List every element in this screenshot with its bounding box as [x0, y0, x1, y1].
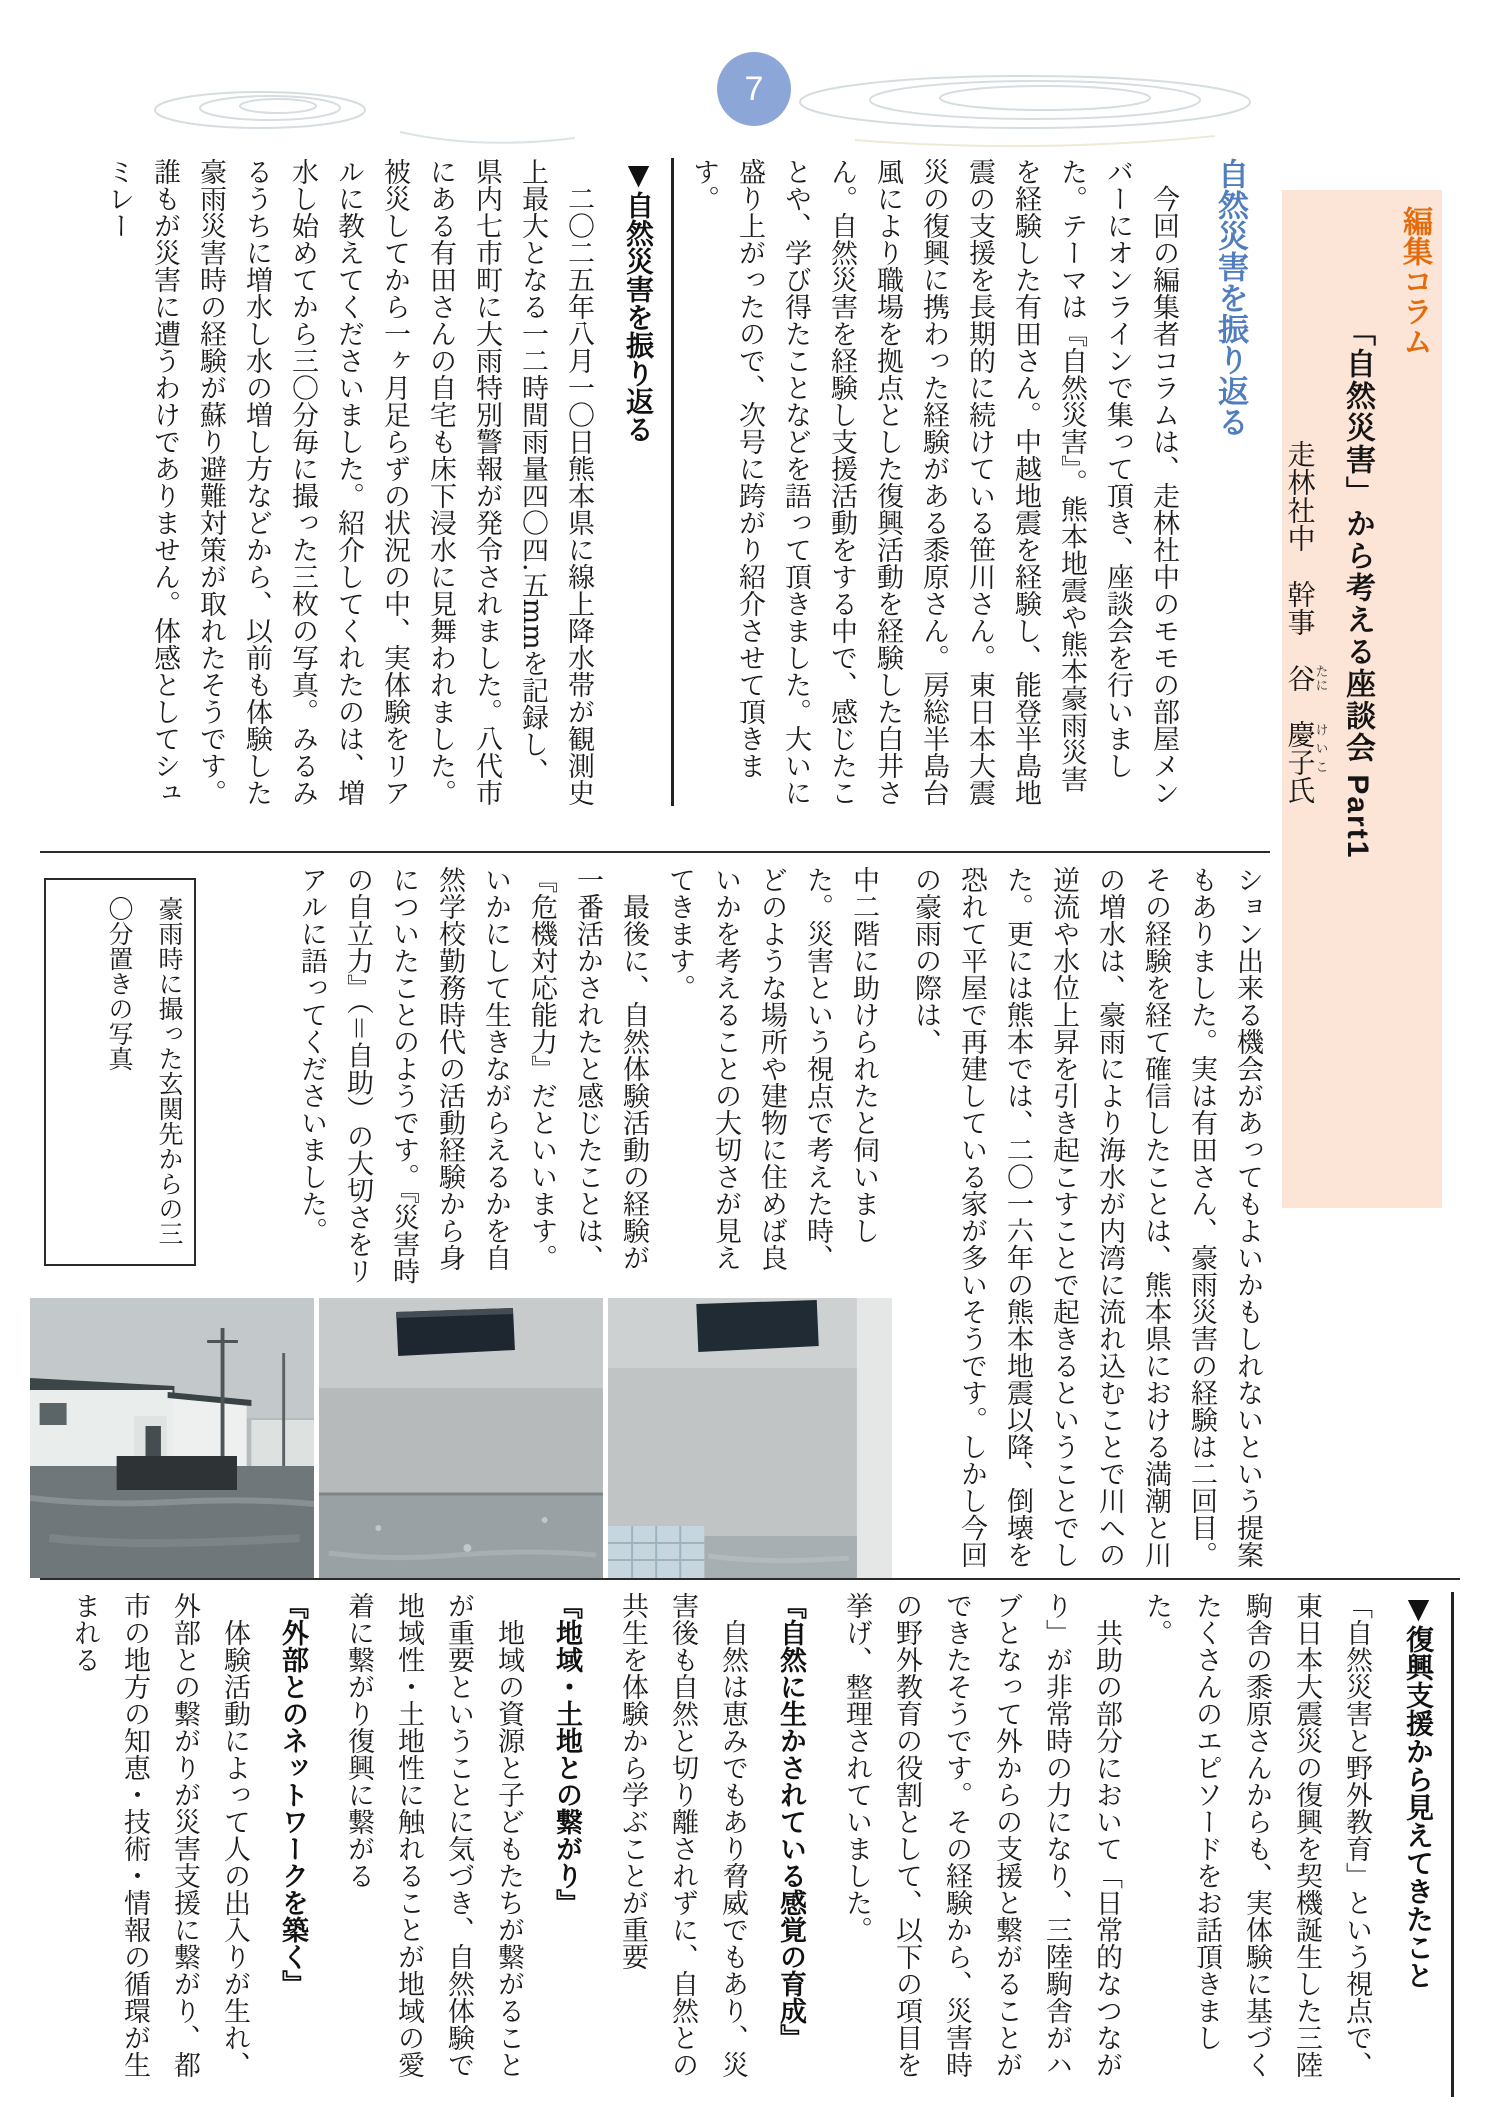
recovery-subbody-3: 体験活動によって人の出入りが生れ、外部との繋がりが災害支援に繋がり、都市の地方の知恵・技術・情報の循環が生まれる [69, 1592, 250, 2078]
photo-flood-wall-1 [319, 1298, 603, 1578]
page-number-badge [717, 52, 791, 126]
flashback-heading: ▼自然災害を振り返る [613, 158, 674, 806]
page-number: 7 [744, 69, 764, 108]
photo-flood-street [30, 1298, 314, 1578]
photo-flood-wall-2 [608, 1298, 892, 1578]
flashback-paragraph-4: 最後に、自然体験活動の経験が一番活かされたと感じたことは、『危機対応能力』だといいます。いかにして生きながらえるかを自然学校勤務時代の活動経験から身についたことのようです。『災害時の自立力』（＝自助）の大切さをリアルに語ってくださいました。 [296, 866, 649, 1285]
flashback-left-block [30, 866, 892, 1578]
recovery-paragraph-1: 「自然災害と野外教育」という視点で、東日本大震災の復興を契機誕生した三陸駒舎の黍原さんからも、実体験に基づくたくさんのエピソードをお話頂きました。 [1141, 1592, 1372, 2078]
section-divider [40, 1578, 1460, 1580]
recovery-subheading-2: 『地域・土地との繋がり』 [551, 1592, 582, 1916]
flashback-continued-section [30, 866, 1270, 1578]
flashback-column-block [892, 866, 1270, 1578]
intro-paragraph: 今回の編集者コラムは、走林社中のモモの部屋メンバーにオンラインで集って頂き、座談会を行いました。テーマは『自然災害』。熊本地震や熊本豪雨災害を経験した有田さん。中越地震を経験し、能登半島地震の支援を長期的に続けている笹川さん。東日本大震災の復興に携わった経験がある黍原さん。房総半島台風により職場を拠点とした復興活動を経験した白井さん。自然災害を経験し支援活動をする中で、感じたことや、学び得たことなどを語って頂きました。大いに盛り上がったので、次号に跨がり紹介させて頂きます。 [688, 158, 1179, 806]
author-name: 走林社中 幹事 谷たに 慶子けいこ氏 [1284, 440, 1329, 804]
editor-column-label: 編集コラム [1398, 206, 1431, 356]
recovery-subheading-1: 『自然に生かされている感覚の育成』 [775, 1592, 806, 2051]
flashback-paragraph-1: 二〇二五年八月一〇日熊本県に線上降水帯が観測史上最大となる一二時間雨量四〇四.五mmを記録し、県内七市町に大雨特別警報が発令されました。八代市にある有田さんの自宅も床下浸水に見舞われました。被災してから一ヶ月足らずの状況の中、実体験をリアルに教えてくださいました。紹介してくれたのは、増水し始めてから三〇分毎に撮った三枚の写真。みるみるうちに増水し水の増し方などから、以前も体験した豪雨災害時の経験が蘇り避難対策が取れたそうです。誰もが災害に遭うわけでありません。体感としてシュミレー [103, 158, 594, 806]
flashback-paragraph-2: ション出来る機会があってもよいかもしれないという提案もありました。実は有田さん、豪雨災害の経験は二回目。その経験を経て確信したことは、熊本県における満潮と川の増水は、豪雨により海水が内湾に流れ込むことで川への逆流や水位上昇を引き起こすことで起きるということでした。更には熊本では、二〇一六年の熊本地震以降、倒壊を恐れて平屋で再建している家が多いそうです。しかし今回の豪雨の際は、 [910, 866, 1263, 1568]
flashback-paragraph-3: 中二階に助けられたと伺いました。災害という視点で考えた時、どのような場所や建物に住めば良いかを考えることの大切さが見えてきます。 [664, 866, 879, 1271]
recovery-subheading-3: 『外部とのネットワークを築く』 [277, 1592, 308, 1997]
recovery-heading: ▼復興支援から見えてきたこと [1393, 1592, 1454, 2097]
intro-heading: 自然災害を振り返る [1213, 158, 1248, 437]
water-ripple-icon [795, 52, 1260, 152]
section-divider [40, 851, 1270, 853]
recovery-paragraph-2: 共助の部分において「日常的なつながり」が非常時の力になり、三陸駒舎がハブとなって外からの支援と繋がることができたそうです。その経験から、災害時の野外教育の役割として、以下の項目を挙げ、整理されていました。 [841, 1592, 1122, 2078]
editor-column-box [1282, 190, 1442, 1208]
recovery-section [42, 1592, 1460, 2097]
article-title: 「自然災害」から考える座談会 Part1 [1341, 316, 1374, 860]
recovery-subbody-2: 地域の資源と子どもたちが繋がることが重要ということに気づき、自然体験で地域性・土地性に触れることが地域の愛着に繋がり復興に繋がる [343, 1592, 524, 2078]
photo-strip [30, 1298, 892, 1578]
recovery-subbody-1: 自然は恵みでもあり脅威でもあり、災害後も自然と切り離されずに、自然との共生を体験から学ぶことが重要 [617, 1592, 748, 2078]
water-ripple-icon [150, 62, 580, 157]
photo-caption: 豪雨時に撮った玄関先からの三〇分置きの写真 [105, 896, 184, 1246]
photo-caption-box [44, 878, 196, 1266]
intro-section [55, 158, 1270, 806]
flashback-short-columns [216, 866, 886, 1290]
